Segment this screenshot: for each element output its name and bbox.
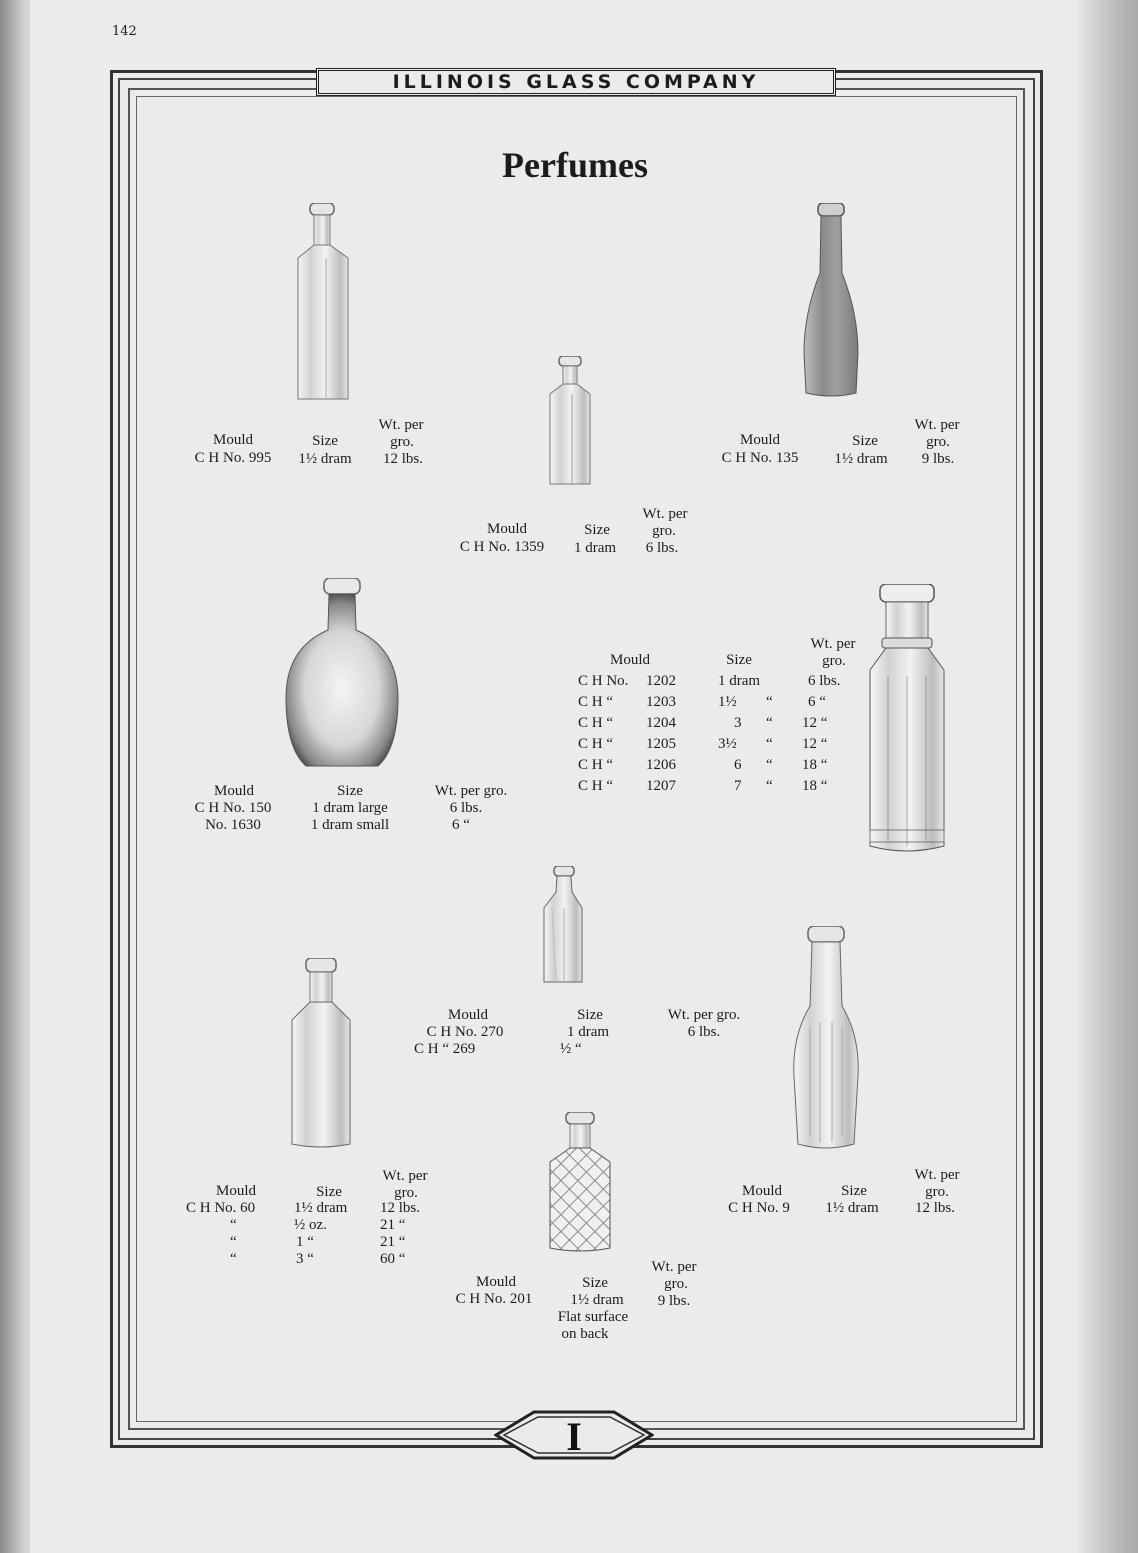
b60-row-size: 1½ dram [294, 1200, 348, 1216]
b60-row-mould: “ [230, 1234, 237, 1250]
b201-wt-label-2: gro. [664, 1276, 688, 1292]
b1202-row-ditto: “ [766, 757, 773, 773]
b135-mould-label: Mould [739, 432, 780, 448]
b1202-row-prefix: C H “ [578, 757, 613, 773]
b60-row-size: 1 “ [296, 1234, 314, 1250]
b60-row-mould: “ [230, 1217, 237, 1233]
b1202-row-ditto: “ [766, 694, 773, 710]
b201-wt: 9 lbs. [657, 1293, 691, 1309]
b135-mould: C H No. 135 [721, 450, 799, 466]
b1202-row-ditto: “ [766, 778, 773, 794]
b1202-row-num: 1205 [646, 736, 676, 752]
b60-wt-label-1: Wt. per [382, 1168, 428, 1184]
b995-mould-label: Mould [212, 432, 253, 448]
b995-wt: 12 lbs. [382, 451, 423, 467]
b201-wt-label-1: Wt. per [651, 1259, 697, 1275]
logo-letter: I [566, 1414, 582, 1459]
bottle-995-image [290, 203, 360, 403]
b150-wt-1: 6 lbs. [449, 800, 483, 816]
b150-wt-2: 6 “ [452, 817, 470, 833]
b135-size-label: Size [852, 433, 878, 449]
company-logo [494, 1410, 654, 1460]
b60-row-wt: 60 “ [380, 1251, 406, 1267]
b270-size-1: 1 dram [566, 1024, 610, 1040]
bottle-9-image [786, 926, 866, 1154]
b1202-row-size: 7 [734, 778, 742, 794]
b135-wt-label-2: gro. [926, 434, 950, 450]
b270-mould-label: Mould [447, 1007, 488, 1023]
b1202-row-num: 1203 [646, 694, 676, 710]
b1202-row-ditto: “ [766, 736, 773, 752]
b1359-wt-label-1: Wt. per [642, 506, 688, 522]
b1359-wt-label-2: gro. [652, 523, 676, 539]
b60-size-label: Size [316, 1184, 342, 1200]
b1202-row-prefix: C H “ [578, 778, 613, 794]
b995-wt-label-2: gro. [390, 434, 414, 450]
b1202-row-size: 3 [734, 715, 742, 731]
b9-size-label: Size [841, 1183, 867, 1199]
b1359-mould-label: Mould [486, 521, 527, 537]
b1202-row-wt: 6 “ [808, 694, 826, 710]
b150-size-1: 1 dram large [312, 800, 388, 816]
b1359-size: 1 dram [573, 540, 617, 556]
b1359-mould: C H No. 1359 [459, 539, 545, 555]
b201-size-2: Flat surface [557, 1309, 629, 1325]
b1202-row-prefix: C H “ [578, 715, 613, 731]
b1202-size-label: Size [726, 652, 752, 668]
b1359-wt: 6 lbs. [645, 540, 679, 556]
bottle-270-image [538, 866, 588, 988]
b150-mould-2: No. 1630 [205, 817, 261, 833]
b1202-row-wt: 18 “ [802, 757, 828, 773]
b201-size-label: Size [582, 1275, 608, 1291]
b60-wt-label-2: gro. [394, 1185, 418, 1201]
b9-wt-label-1: Wt. per [914, 1167, 960, 1183]
company-banner: ILLINOIS GLASS COMPANY [316, 68, 836, 96]
b270-mould-1: C H No. 270 [426, 1024, 504, 1040]
b270-wt: 6 lbs. [687, 1024, 721, 1040]
b1202-row-num: 1206 [646, 757, 676, 773]
b201-size-1: 1½ dram [570, 1292, 624, 1308]
b1202-row-size: 1½ [718, 694, 737, 710]
b9-mould: C H No. 9 [728, 1200, 790, 1216]
b60-row-size: ½ oz. [294, 1217, 327, 1233]
b150-size-2: 1 dram small [310, 817, 390, 833]
b1202-mould-label: Mould [609, 652, 650, 668]
b1202-wt-label-1: Wt. per [810, 636, 856, 652]
b135-size: 1½ dram [834, 451, 888, 467]
b9-wt: 12 lbs. [914, 1200, 955, 1216]
b1202-row-size: 6 [734, 757, 742, 773]
b60-mould-label: Mould [215, 1183, 256, 1199]
b1202-row-num: 1202 [646, 673, 676, 689]
b995-size-label: Size [312, 433, 338, 449]
bottle-150-image [282, 578, 402, 774]
b201-mould: C H No. 201 [455, 1291, 533, 1307]
b1202-row-size: 1 dram [718, 673, 761, 689]
b201-mould-label: Mould [475, 1274, 516, 1290]
b1202-row-wt: 12 “ [802, 715, 828, 731]
b1202-row-prefix: C H “ [578, 736, 613, 752]
b135-wt-label-1: Wt. per [914, 417, 960, 433]
b135-wt: 9 lbs. [921, 451, 955, 467]
b150-size-label: Size [337, 783, 363, 799]
b60-row-size: 3 “ [296, 1251, 314, 1267]
b9-wt-label-2: gro. [925, 1184, 949, 1200]
b270-size-2: ½ “ [560, 1041, 582, 1057]
bottle-135-image [796, 203, 866, 398]
b1202-row-prefix: C H No. [578, 673, 629, 689]
b150-mould-1: C H No. 150 [194, 800, 272, 816]
b9-size: 1½ dram [825, 1200, 879, 1216]
b1202-row-prefix: C H “ [578, 694, 613, 710]
b1202-row-wt: 12 “ [802, 736, 828, 752]
b60-row-mould: C H No. 60 [186, 1200, 256, 1216]
b270-mould-2: C H “ 269 [414, 1041, 476, 1057]
b60-row-wt: 21 “ [380, 1234, 406, 1250]
b1202-wt-label-2: gro. [822, 653, 846, 669]
b60-row-wt: 12 lbs. [380, 1200, 421, 1216]
page-title: Perfumes [502, 145, 648, 185]
b1202-row-wt: 6 lbs. [808, 673, 841, 689]
page-number: 142 [112, 24, 137, 39]
b201-size-3: on back [561, 1326, 609, 1342]
bottle-1202-image [866, 584, 948, 856]
b150-wt-label: Wt. per gro. [434, 783, 508, 799]
b1202-row-size: 3½ [718, 736, 737, 752]
b9-mould-label: Mould [741, 1183, 782, 1199]
b995-mould: C H No. 995 [194, 450, 272, 466]
b1202-row-num: 1207 [646, 778, 676, 794]
b270-wt-label: Wt. per gro. [667, 1007, 741, 1023]
b995-size: 1½ dram [298, 451, 352, 467]
b60-row-mould: “ [230, 1251, 237, 1267]
b1202-row-ditto: “ [766, 715, 773, 731]
b1359-size-label: Size [584, 522, 610, 538]
b995-wt-label-1: Wt. per [378, 417, 424, 433]
b60-row-wt: 21 “ [380, 1217, 406, 1233]
page-edge-shadow [1078, 0, 1138, 1553]
bottle-60-image [288, 958, 356, 1152]
bottle-201-image [544, 1112, 618, 1256]
b150-mould-label: Mould [213, 783, 254, 799]
bottle-1359-image [544, 356, 598, 488]
b270-size-label: Size [577, 1007, 603, 1023]
b1202-row-num: 1204 [646, 715, 676, 731]
b1202-row-wt: 18 “ [802, 778, 828, 794]
